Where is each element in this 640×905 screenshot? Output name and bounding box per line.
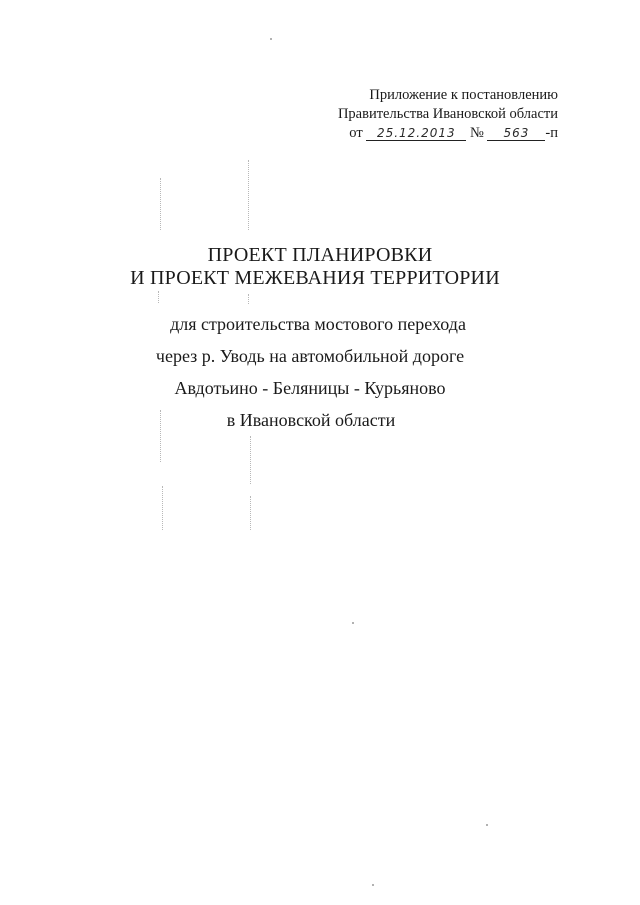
subtitle-line: через р. Уводь на автомобильной дороге <box>155 346 465 366</box>
subtitle-line: Авдотьино - Беляницы - Курьяново <box>174 378 446 398</box>
scan-speck <box>372 884 374 886</box>
attachment-date-line <box>338 124 558 143</box>
scan-mark <box>248 160 249 230</box>
attachment-line-2: Правительства Ивановской области <box>337 106 558 122</box>
handwritten-date: 25.12.2013 <box>366 126 466 141</box>
attachment-line-1: Приложение к постановлению <box>369 87 558 103</box>
scan-mark <box>250 436 251 484</box>
scan-mark <box>162 486 163 530</box>
subtitle-line: в Ивановской области <box>226 410 396 430</box>
scan-mark <box>158 291 159 303</box>
document-subtitle <box>0 308 640 436</box>
scan-speck <box>486 824 488 826</box>
title-line-1: ПРОЕКТ ПЛАНИРОВКИ <box>207 244 433 266</box>
scan-speck <box>352 622 354 624</box>
title-line-2: И ПРОЕКТ МЕЖЕВАНИЯ ТЕРРИТОРИИ <box>130 267 500 289</box>
scan-mark <box>250 496 251 530</box>
number-suffix: -п <box>545 125 558 141</box>
scan-mark <box>160 178 161 230</box>
from-label: от <box>349 125 363 141</box>
attachment-header <box>338 86 558 143</box>
number-label: № <box>469 125 484 141</box>
subtitle-line: для строительства мостового перехода <box>170 314 466 334</box>
scan-speck <box>270 38 272 40</box>
scan-mark <box>248 294 249 304</box>
handwritten-number: 563 <box>487 126 545 141</box>
document-title <box>0 244 640 290</box>
